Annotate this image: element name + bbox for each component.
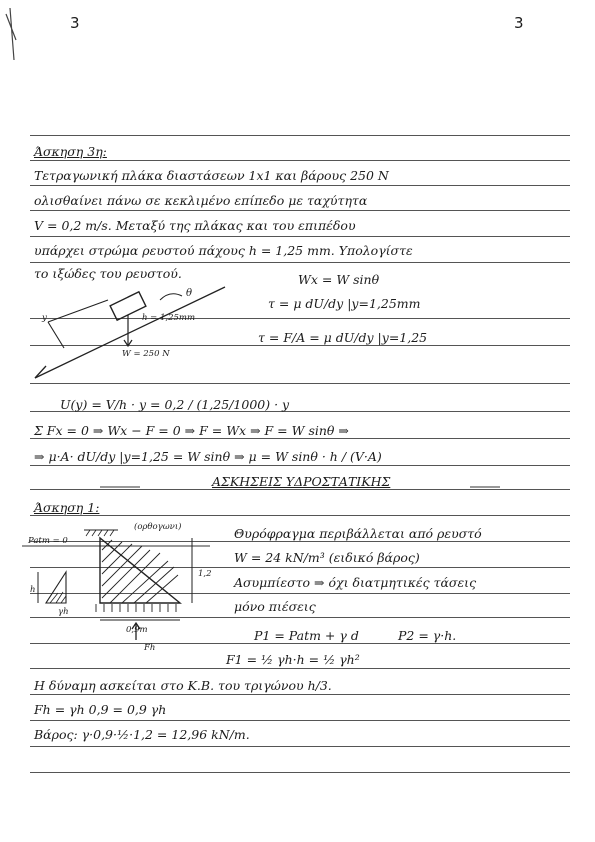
figure-h-label: h = 1,25mm (142, 313, 196, 323)
exercise-3-line-5: το ιξώδες του ρευστού. (34, 266, 182, 281)
eq-u-of-y: U(y) = V/h · y = 0,2 / (1,25/1000) · y (60, 397, 290, 412)
exercise-3-line-4: υπάρχει στρώμα ρευστού πάχους h = 1,25 mm. Υπολογίστε (34, 243, 413, 258)
figure-orthogonal-label: (ορθογωνι) (134, 522, 182, 532)
figure-fh-label: Fh (144, 643, 156, 653)
figure-height-label: 1,2 (198, 569, 212, 579)
binding-mark (6, 8, 16, 60)
figure-h-label-gate: h (30, 585, 36, 595)
exercise-3-title: Άσκηση 3η: (34, 144, 107, 159)
exercise-1-title: Άσκηση 1: (34, 500, 100, 515)
eq-tau-2: τ = F/A = μ dU/dy |y=1,25 (258, 330, 428, 345)
exercise-3-line-3: V = 0,2 m/s. Μεταξύ της πλάκας και του επιπέδου (34, 218, 356, 233)
exercise-1-text-2: W = 24 kN/m³ (ειδικό βάρος) (234, 550, 420, 565)
figure-y-label: y (42, 313, 47, 323)
exercise-3-line-2: ολισθαίνει πάνω σε κεκλιμένο επίπεδο με ταχύτητα (34, 193, 368, 208)
figure-gh-label: γh (58, 607, 69, 617)
exercise-1-text-1: Θυρόφραγμα περιβάλλεται από ρευστό (234, 526, 482, 541)
exercise-3-line-1: Τετραγωνική πλάκα διαστάσεων 1x1 και βάρους 250 N (34, 168, 389, 183)
figure-w-label: W = 250 N (122, 349, 170, 359)
eq-wx: Wx = W sinθ (298, 272, 380, 287)
eq-f1: F1 = ½ γh·h = ½ γh² (226, 652, 360, 667)
eq-p1: P1 = Patm + γ d (254, 628, 359, 643)
exercise-1-text-4: μόνο πιέσεις (234, 599, 316, 614)
section-title: ΑΣΚΗΣΕΙΣ ΥΔΡΟΣΤΑΤΙΚΗΣ (212, 474, 391, 489)
exercise-1-text-3: Ασυμπίεστο ⇒ όχι διατμητικές τάσεις (234, 575, 477, 590)
eq-sum-forces-2: ⇒ μ·A· dU/dy |y=1,25 = W sinθ ⇒ μ = W sinθ · h / (V·A) (34, 449, 382, 464)
eq-fh: Fh = γh 0,9 = 0,9 γh (34, 702, 167, 717)
inclined-plane-figure (35, 287, 225, 378)
eq-weight: Βάρος: γ·0,9·½·1,2 = 12,96 kN/m. (34, 727, 250, 742)
figure-theta-label: θ (186, 288, 193, 299)
eq-p2: P2 = γ·h. (398, 628, 457, 643)
figure-width-label: 0,9m (126, 625, 148, 635)
page-number-right: 3 (514, 14, 524, 32)
page-number-left: 3 (70, 14, 80, 32)
figure-patm-label: Patm = 0 (28, 536, 68, 546)
eq-tau-1: τ = μ dU/dy |y=1,25mm (268, 296, 421, 311)
eq-sum-forces-1: Σ Fx = 0 ⇒ Wx − F = 0 ⇒ F = Wx ⇒ F = W sinθ ⇒ (34, 423, 349, 438)
exercise-1-note: Η δύναμη ασκείται στο Κ.Β. του τριγώνου h/3. (34, 678, 332, 693)
